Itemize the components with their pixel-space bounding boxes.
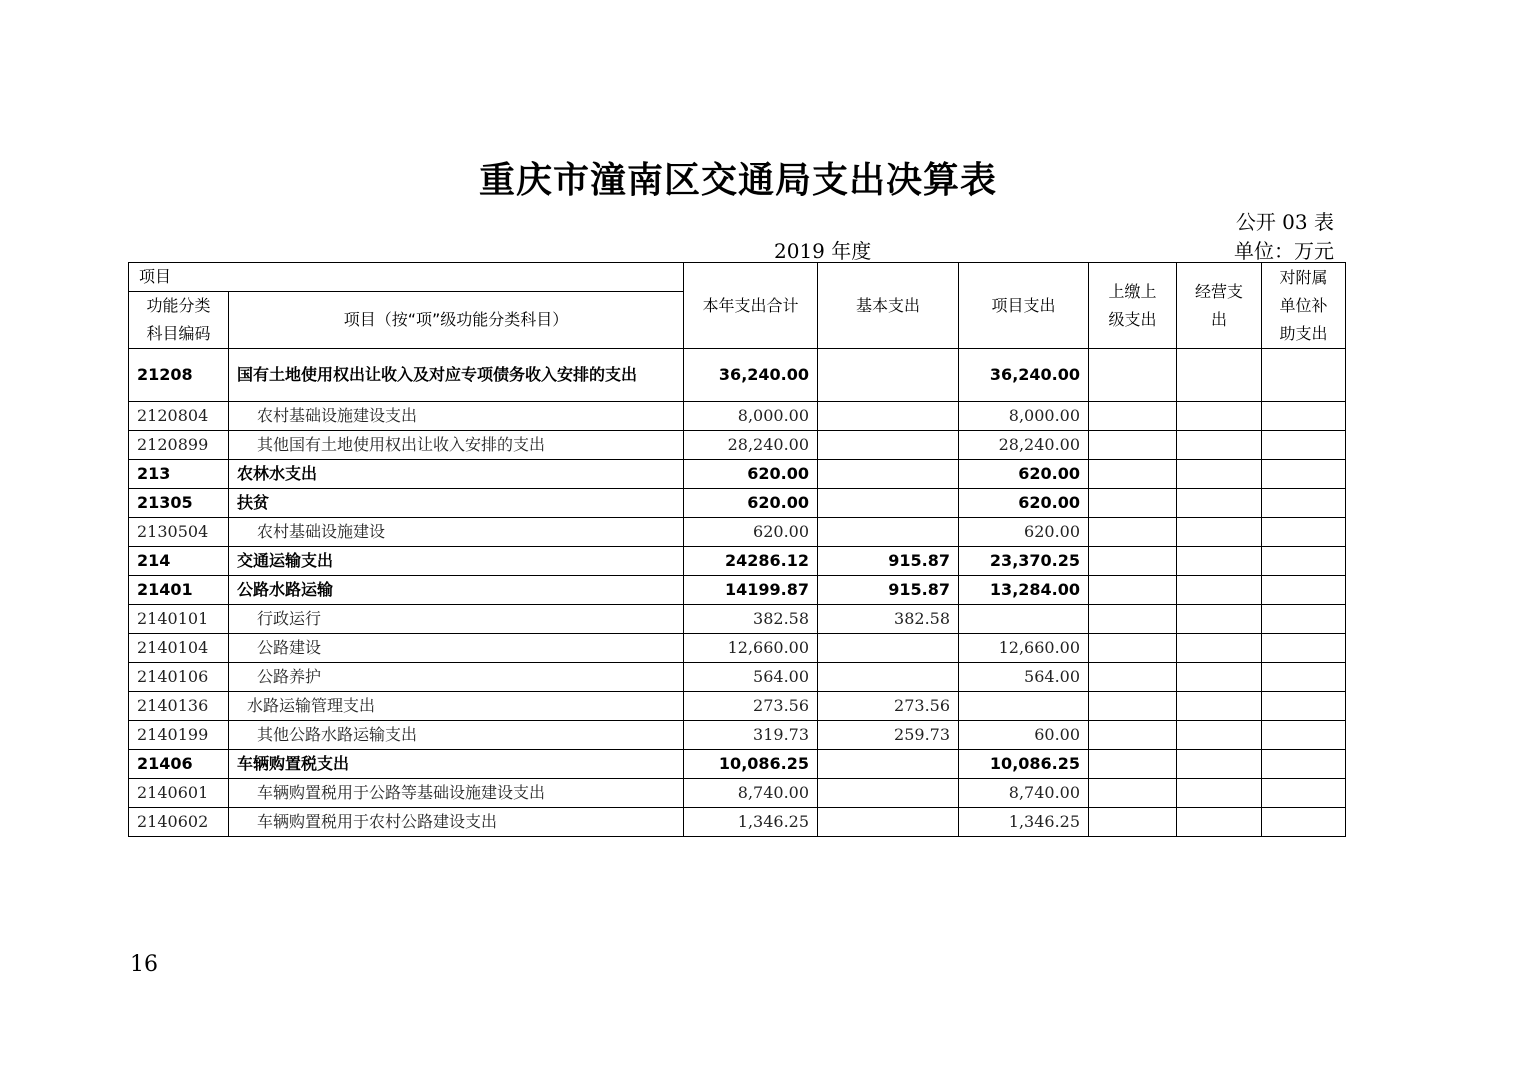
row-upper — [1089, 576, 1177, 605]
row-total: 12,660.00 — [684, 634, 818, 663]
row-name: 农村基础设施建设支出 — [229, 402, 684, 431]
row-subsidiary — [1262, 460, 1346, 489]
row-code: 2140104 — [129, 634, 229, 663]
row-subsidiary — [1262, 518, 1346, 547]
row-business — [1177, 402, 1262, 431]
table-row — [129, 431, 1346, 460]
row-upper — [1089, 547, 1177, 576]
row-code: 2140199 — [129, 721, 229, 750]
row-basic — [818, 489, 959, 518]
row-project — [959, 692, 1089, 721]
row-business — [1177, 576, 1262, 605]
table-row — [129, 663, 1346, 692]
row-total: 8,740.00 — [684, 779, 818, 808]
row-upper — [1089, 779, 1177, 808]
row-basic: 915.87 — [818, 576, 959, 605]
row-upper — [1089, 634, 1177, 663]
row-business — [1177, 547, 1262, 576]
row-upper — [1089, 460, 1177, 489]
row-total: 28,240.00 — [684, 431, 818, 460]
row-code: 2140106 — [129, 663, 229, 692]
row-subsidiary — [1262, 576, 1346, 605]
row-subsidiary — [1262, 808, 1346, 837]
row-business — [1177, 605, 1262, 634]
page-number: 16 — [130, 952, 158, 977]
row-project: 564.00 — [959, 663, 1089, 692]
row-project: 8,740.00 — [959, 779, 1089, 808]
table-row — [129, 750, 1346, 779]
row-subsidiary — [1262, 721, 1346, 750]
row-business — [1177, 431, 1262, 460]
row-business — [1177, 460, 1262, 489]
row-upper — [1089, 808, 1177, 837]
row-total: 382.58 — [684, 605, 818, 634]
row-business — [1177, 663, 1262, 692]
row-code: 21406 — [129, 750, 229, 779]
row-project: 1,346.25 — [959, 808, 1089, 837]
row-code: 2140601 — [129, 779, 229, 808]
row-name: 公路养护 — [229, 663, 684, 692]
row-name: 交通运输支出 — [229, 547, 684, 576]
table-row — [129, 576, 1346, 605]
document-title: 重庆市潼南区交通局支出决算表 — [478, 160, 997, 201]
row-name: 车辆购置税用于公路等基础设施建设支出 — [229, 779, 684, 808]
row-subsidiary — [1262, 402, 1346, 431]
row-project: 36,240.00 — [959, 349, 1089, 402]
row-basic — [818, 663, 959, 692]
row-total: 273.56 — [684, 692, 818, 721]
row-upper — [1089, 750, 1177, 779]
row-subsidiary — [1262, 692, 1346, 721]
table-row — [129, 402, 1346, 431]
row-project: 60.00 — [959, 721, 1089, 750]
row-name: 扶贫 — [229, 489, 684, 518]
row-business — [1177, 808, 1262, 837]
row-project: 10,086.25 — [959, 750, 1089, 779]
row-subsidiary — [1262, 663, 1346, 692]
row-project: 28,240.00 — [959, 431, 1089, 460]
row-name: 国有土地使用权出让收入及对应专项债务收入安排的支出 — [229, 349, 684, 402]
row-code: 2140602 — [129, 808, 229, 837]
row-subsidiary — [1262, 605, 1346, 634]
form-number: 公开 03 表 — [1235, 210, 1334, 234]
row-code: 21208 — [129, 349, 229, 402]
table-row — [129, 349, 1346, 402]
row-total: 319.73 — [684, 721, 818, 750]
row-subsidiary — [1262, 349, 1346, 402]
row-business — [1177, 489, 1262, 518]
row-subsidiary — [1262, 431, 1346, 460]
row-upper — [1089, 721, 1177, 750]
table-row — [129, 489, 1346, 518]
row-subsidiary — [1262, 634, 1346, 663]
row-subsidiary — [1262, 547, 1346, 576]
row-code: 2120899 — [129, 431, 229, 460]
row-business — [1177, 721, 1262, 750]
row-basic — [818, 349, 959, 402]
row-basic — [818, 431, 959, 460]
row-basic: 915.87 — [818, 547, 959, 576]
header-business-cell — [1177, 263, 1262, 349]
row-code: 2140101 — [129, 605, 229, 634]
table-row — [129, 518, 1346, 547]
row-name: 公路水路运输 — [229, 576, 684, 605]
table-row — [129, 692, 1346, 721]
header-item-group: 项目 — [129, 263, 684, 292]
row-basic — [818, 779, 959, 808]
row-subsidiary — [1262, 750, 1346, 779]
row-project: 12,660.00 — [959, 634, 1089, 663]
row-total: 36,240.00 — [684, 349, 818, 402]
header-total: 本年支出合计 — [684, 263, 818, 349]
header-upper: 上缴上级支出 — [1108, 281, 1157, 329]
row-name: 农村基础设施建设 — [229, 518, 684, 547]
header-code-cell — [129, 292, 229, 349]
row-code: 21305 — [129, 489, 229, 518]
header-name: 项目（按“项”级功能分类科目） — [229, 292, 684, 349]
header-row-1 — [129, 263, 1346, 292]
header-upper-cell — [1089, 263, 1177, 349]
header-business: 经营支出 — [1195, 281, 1244, 329]
row-business — [1177, 692, 1262, 721]
fiscal-year: 2019 年度 — [774, 239, 872, 263]
row-business — [1177, 634, 1262, 663]
row-business — [1177, 750, 1262, 779]
row-code: 2140136 — [129, 692, 229, 721]
row-basic: 382.58 — [818, 605, 959, 634]
row-total: 10,086.25 — [684, 750, 818, 779]
row-basic — [818, 402, 959, 431]
row-project: 23,370.25 — [959, 547, 1089, 576]
table-row — [129, 634, 1346, 663]
row-subsidiary — [1262, 489, 1346, 518]
row-upper — [1089, 663, 1177, 692]
row-total: 564.00 — [684, 663, 818, 692]
row-name: 行政运行 — [229, 605, 684, 634]
row-upper — [1089, 605, 1177, 634]
row-basic — [818, 634, 959, 663]
row-business — [1177, 518, 1262, 547]
row-basic: 259.73 — [818, 721, 959, 750]
row-project: 13,284.00 — [959, 576, 1089, 605]
row-total: 620.00 — [684, 489, 818, 518]
row-subsidiary — [1262, 779, 1346, 808]
table-row — [129, 605, 1346, 634]
row-name: 公路建设 — [229, 634, 684, 663]
row-basic — [818, 518, 959, 547]
row-business — [1177, 779, 1262, 808]
row-name: 水路运输管理支出 — [229, 692, 684, 721]
header-subsidiary-cell — [1262, 263, 1346, 349]
row-upper — [1089, 518, 1177, 547]
row-upper — [1089, 402, 1177, 431]
row-code: 2120804 — [129, 402, 229, 431]
row-upper — [1089, 431, 1177, 460]
row-code: 21401 — [129, 576, 229, 605]
header-code: 功能分类科目编码 — [146, 296, 211, 343]
row-total: 8,000.00 — [684, 402, 818, 431]
row-name: 农林水支出 — [229, 460, 684, 489]
header-project: 项目支出 — [959, 263, 1089, 349]
row-basic — [818, 460, 959, 489]
header-subsidiary: 对附属单位补助支出 — [1279, 267, 1328, 343]
row-name: 其他公路水路运输支出 — [229, 721, 684, 750]
row-project: 8,000.00 — [959, 402, 1089, 431]
row-project: 620.00 — [959, 489, 1089, 518]
row-project — [959, 605, 1089, 634]
row-upper — [1089, 489, 1177, 518]
row-total: 620.00 — [684, 460, 818, 489]
table-row — [129, 779, 1346, 808]
row-total: 1,346.25 — [684, 808, 818, 837]
table-row — [129, 547, 1346, 576]
row-name: 车辆购置税支出 — [229, 750, 684, 779]
row-code: 214 — [129, 547, 229, 576]
row-project: 620.00 — [959, 518, 1089, 547]
table-row — [129, 460, 1346, 489]
row-upper — [1089, 349, 1177, 402]
row-code: 2130504 — [129, 518, 229, 547]
row-total: 620.00 — [684, 518, 818, 547]
row-basic — [818, 808, 959, 837]
row-name: 车辆购置税用于农村公路建设支出 — [229, 808, 684, 837]
table-row — [129, 721, 1346, 750]
row-upper — [1089, 692, 1177, 721]
row-project: 620.00 — [959, 460, 1089, 489]
table-row — [129, 808, 1346, 837]
expenditure-table — [128, 262, 1346, 837]
row-code: 213 — [129, 460, 229, 489]
row-total: 14199.87 — [684, 576, 818, 605]
row-total: 24286.12 — [684, 547, 818, 576]
row-basic — [818, 750, 959, 779]
header-basic: 基本支出 — [818, 263, 959, 349]
unit-label: 单位：万元 — [1234, 239, 1334, 263]
row-basic: 273.56 — [818, 692, 959, 721]
row-business — [1177, 349, 1262, 402]
row-name: 其他国有土地使用权出让收入安排的支出 — [229, 431, 684, 460]
